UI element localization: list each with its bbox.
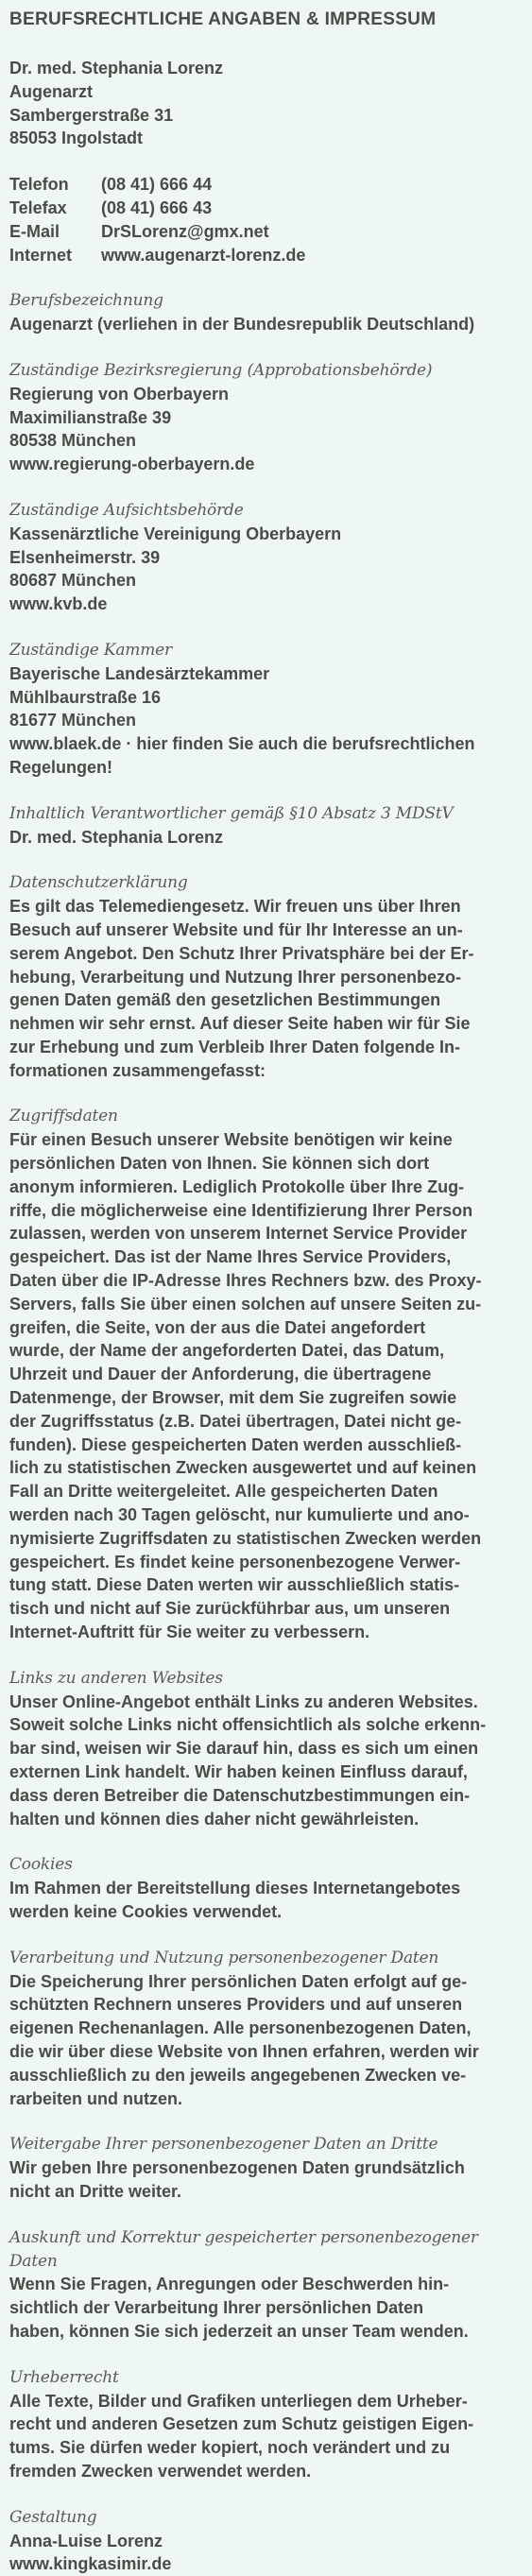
section-heading: Gestaltung [9,2507,97,2527]
section-text-line: Uhrzeit und Dauer der Anforderung, die übertragene [9,1365,432,1384]
section-text-line: Maximilianstraße 39 [9,407,172,427]
address-block [9,57,523,150]
section [9,639,523,780]
section-text-line: lich zu statistischen Zwecken ausgewertet und auf keinen [9,1458,477,1478]
section-text-line: Besuch auf unserer Website und für Ihr Interesse an un- [9,919,463,939]
section-text-line: Regierung von Oberbayern [9,384,230,404]
section-text-line: tisch und nicht auf Sie zurückführbar aus, um unseren [9,1599,451,1619]
section-text-line: 81677 München [9,711,137,730]
section-text-line: Für einen Besuch unserer Website benötigen wir keine [9,1130,453,1150]
section [9,289,523,336]
section-text-line: dass deren Betreiber die Datenschutzbestimmungen ein- [9,1785,471,1805]
section [9,2366,523,2483]
section-text-line: Alle Texte, Bilder und Grafiken unterliegen dem Urheber- [9,2391,468,2411]
section-text-line: Mühlbaurstraße 16 [9,687,162,707]
section-text-line: bar sind, weisen wir Sie darauf hin, dass es sich um einen [9,1739,479,1759]
section-text-line: haben, können Sie sich jederzeit an unser Team wenden. [9,2321,469,2341]
contact-email [9,220,523,244]
section-heading: Zugriffsdaten [9,1107,118,1126]
section [9,2133,523,2203]
section-text-line: wurde, der Name der angeforderten Datei, das Datum, [9,1341,445,1361]
section-text-line: die wir über diese Website von Ihnen erfahren, werden wir [9,2041,479,2061]
section-text-line: der Zugriffsstatus (z.B. Datei übertragen, Datei nicht ge- [9,1411,462,1431]
section-heading: Zuständige Bezirksregierung (Approbationsbehörde) [9,360,433,380]
section-heading: Links zu anderen Websites [9,1668,223,1688]
address-name: Dr. med. Stephania Lorenz [9,59,224,77]
section-heading: Auskunft und Korrektur gespeicherter personenbezogener Daten [9,2227,478,2271]
regierung-link[interactable]: www.regierung-oberbayern.de [9,455,255,474]
contact-block [9,173,523,266]
section-text-line: Unser Online-Angebot enthält Links zu anderen Websites. [9,1692,478,1711]
email-link[interactable]: DrSLorenz@gmx.net [101,221,269,241]
section-text-line: riffe, die möglicherweise eine Identifizierung Ihrer Person [9,1200,473,1220]
contact-value: (08 41) 666 44 [101,175,213,195]
section-text-line: persönlichen Daten von Ihnen. Sie können sich dort [9,1154,430,1174]
section-text-line: rarbeiten und nutzen. [9,2088,183,2108]
section [9,1853,523,1923]
section-text-line: Kassenärztliche Vereinigung Oberbayern [9,524,342,543]
contact-label: Telefon [9,175,69,195]
section-text-line: 80687 München [9,571,137,591]
section-text-line: fremden Zwecken verwendet werden. [9,2461,312,2481]
section [9,2506,523,2576]
section [9,802,523,850]
contact-value: (08 41) 666 43 [101,197,213,217]
section-text-line: Daten über die IP-Adresse Ihres Rechners bzw. des Proxy- [9,1271,482,1291]
section-text-line: halten und können dies daher nicht gewährleisten. [9,1809,420,1829]
sections-container [9,289,523,2576]
contact-label: Telefax [9,197,67,217]
section-text-line: serem Angebot. Den Schutz Ihrer Privatsphäre bei der Er- [9,943,474,963]
section-text-line: nymisierte Zugriffsdaten zu statistischen Zwecken werden [9,1528,482,1548]
section [9,1105,523,1643]
section-heading: Inhaltlich Verantwortlicher gemäß §10 Absatz 3 MDStV [9,803,454,823]
section-text-line: Dr. med. Stephania Lorenz [9,827,224,847]
contact-phone [9,173,523,197]
section-text-line: zulassen, werden von unserem Internet Service Provider [9,1224,468,1244]
address-city: 85053 Ingolstadt [9,129,144,148]
section-text-line: Internet-Auftritt für Sie weiter zu verbessern. [9,1623,370,1642]
section-text-line: werden nach 30 Tagen gelöscht, nur kumulierte und ano- [9,1505,470,1525]
page-title: BERUFSRECHTLICHE ANGABEN & IMPRESSUM [9,9,437,29]
section-heading: Datenschutzerklärung [9,873,188,893]
section [9,499,523,616]
section [9,359,523,476]
section-text-line: Datenmenge, der Browser, mit dem Sie zugreifen sowie [9,1388,457,1408]
section-heading: Urheberrecht [9,2367,119,2387]
section-text-line: werden keine Cookies verwendet. [9,1901,283,1921]
kingkasimir-link[interactable]: www.kingkasimir.de [9,2554,172,2574]
kvb-link[interactable]: www.kvb.de [9,594,108,614]
section-text-line: hebung, Verarbeitung und Nutzung Ihrer personenbezo- [9,967,462,987]
section-text-line: recht und anderen Gesetzen zum Schutz geistigen Eigen- [9,2414,474,2434]
section-text-line: externen Link handelt. Wir haben keinen Einfluss darauf, [9,1762,468,1781]
section-text-line: 80538 München [9,431,137,451]
section-text-line: Augenarzt (verliehen in der Bundesrepublik Deutschland) [9,315,475,335]
section-text-line: Bayerische Landesärztekammer [9,663,270,683]
section-text-line: Die Speicherung Ihrer persönlichen Daten erfolgt auf ge- [9,1971,468,1991]
section-text-line: schützten Rechnern unseres Providers und auf unseren [9,1995,463,2015]
section-heading: Berufsbezeichnung [9,291,163,311]
section-text-line: anonym informieren. Lediglich Protokolle über Ihre Zug- [9,1176,465,1196]
section-text-line: ausschließlich zu den jeweils angegebenen Zwecken ve- [9,2065,467,2085]
section-text-line: tums. Sie dürfen weder kopiert, noch verändert und zu [9,2438,451,2458]
section-text-line: genen Daten gemäß den gesetzlichen Bestimmungen [9,990,441,1010]
section-text-line: Wenn Sie Fragen, Anregungen oder Beschwerden hin- [9,2275,450,2294]
address-street: Sambergerstraße 31 [9,105,174,125]
section-text-line: Elsenheimerstr. 39 [9,547,161,567]
website-link[interactable]: www.augenarzt-lorenz.de [101,245,306,265]
address-profession: Augenarzt [9,81,94,101]
section-heading: Cookies [9,1855,73,1875]
section-text-line: Fall an Dritte weitergeleitet. Alle gespeicherten Daten [9,1482,438,1502]
section-text-line: Im Rahmen der Bereitstellung dieses Internetangebotes [9,1879,461,1898]
contact-label: Internet [9,245,73,265]
section-text-line: nicht an Dritte weiter. [9,2181,182,2201]
section-text-line: gespeichert. Es findet keine personenbezogene Verwer- [9,1552,461,1571]
section-heading: Zuständige Kammer [9,640,172,660]
section-text-line: Soweit solche Links nicht offensichtlich als solche erkenn- [9,1715,487,1735]
section-text-line: greifen, die Seite, von der aus die Datei angefordert [9,1317,426,1337]
contact-website [9,244,523,267]
section-heading: Verarbeitung und Nutzung personenbezogener Daten [9,1948,439,1967]
section-text-line: formationen zusammengefasst: [9,1060,266,1080]
section-text-line: gespeichert. Das ist der Name Ihres Service Providers, [9,1247,452,1267]
section-text-line: Servers, falls Sie über einen solchen auf unsere Seiten zu- [9,1294,482,1314]
section [9,2226,523,2344]
section [9,1667,523,1831]
contact-label: E-Mail [9,221,60,241]
section-text-line: sichtlich der Verarbeitung Ihrer persönlichen Daten [9,2298,424,2318]
section-text-line: zur Erhebung und zum Verbleib Ihrer Daten folgende In- [9,1037,461,1056]
section [9,871,523,1082]
section-text-line: Regelungen! [9,757,113,777]
section-heading: Zuständige Aufsichtsbehörde [9,500,244,520]
section-text-line: tung statt. Diese Daten werten wir ausschließlich statis- [9,1575,460,1595]
contact-fax [9,197,523,220]
section [9,1947,523,2111]
section-text-line: funden). Diese gespeicherten Daten werden ausschließ- [9,1434,462,1454]
section-text-line: Wir geben Ihre personenbezogenen Daten grundsätzlich [9,2158,465,2178]
section-text-line: eigenen Rechenanlagen. Alle personenbezogenen Daten, [9,2018,472,2038]
section-text-line: Anna-Luise Lorenz [9,2531,163,2550]
blaek-link[interactable]: www.blaek.de · hier finden Sie auch die berufsrechtlichen [9,734,475,754]
section-text-line: nehmen wir sehr ernst. Auf dieser Seite haben wir für Sie [9,1014,471,1034]
section-text-line: Es gilt das Telemediengesetz. Wir freuen uns über Ihren [9,897,461,917]
section-heading: Weitergabe Ihrer personenbezogener Daten an Dritte [9,2135,438,2155]
